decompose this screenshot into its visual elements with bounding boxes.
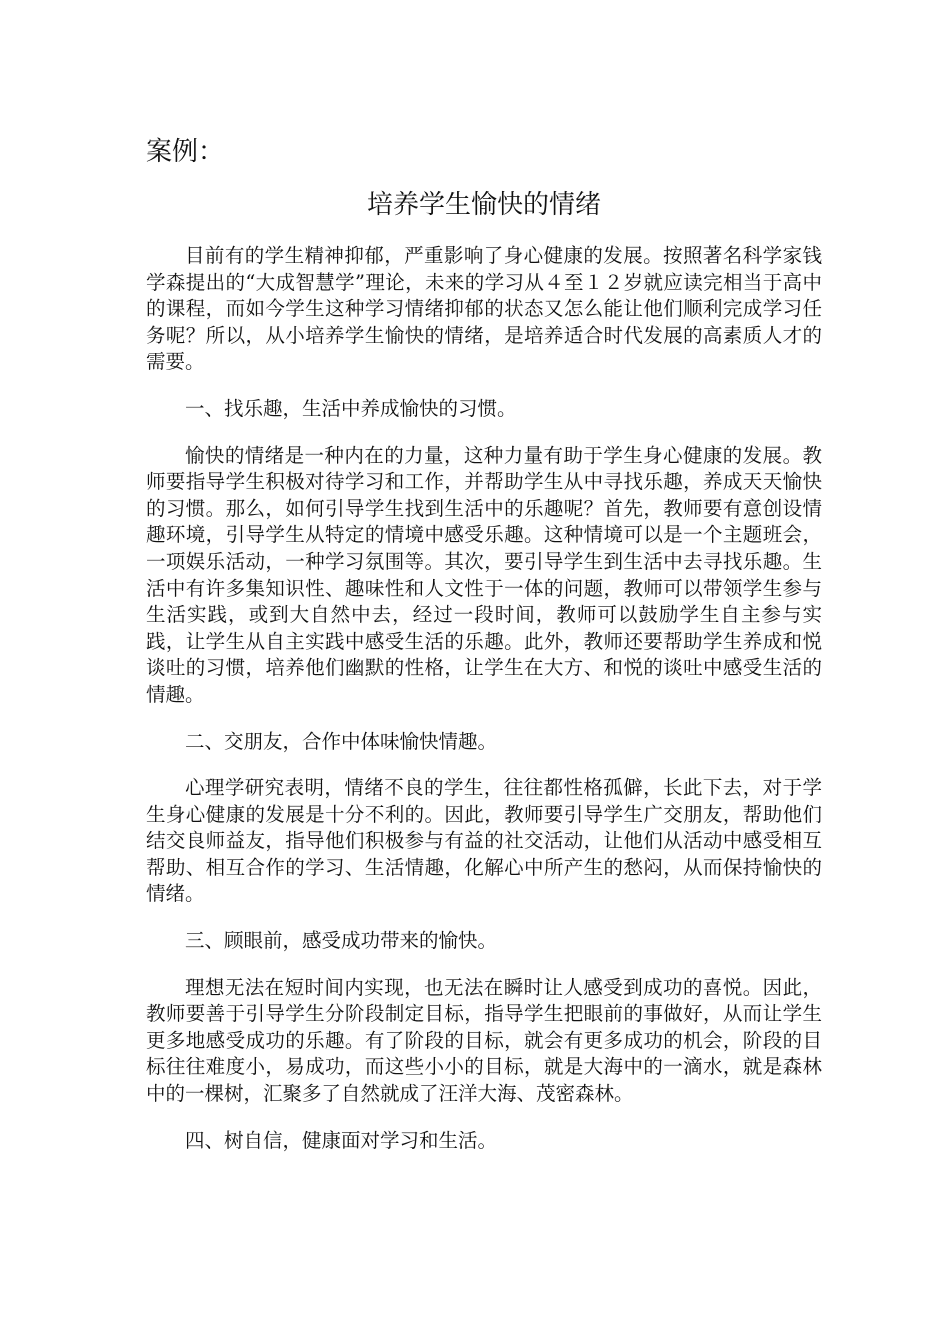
section-2-body: 心理学研究表明，情绪不良的学生，往往都性格孤僻，长此下去，对于学生身心健康的发展是十分不利的。因此，教师要引导学生广交朋友，帮助他们结交良师益友，指导他们积极参与有益的社交活动，让他们从活动中感受相互帮助、相互合作的学习、生活情趣，化解心中所产生的愁闷，从而保持愉快的情绪。: [146, 776, 822, 906]
document-page: [146, 132, 822, 1174]
section-2-heading: 二、交朋友，合作中体味愉快情趣。: [185, 729, 498, 753]
section-3-heading: 三、顾眼前，感受成功带来的愉快。: [185, 929, 498, 953]
intro-paragraph: 目前有的学生精神抑郁，严重影响了身心健康的发展。按照著名科学家钱学森提出的“大成智慧学”理论，未来的学习从４至１２岁就应读完相当于高中的课程，而如今学生这种学习情绪抑郁的状态又怎么能让他们顺利完成学习任务呢？所以，从小培养学生愉快的情绪，是培养适合时代发展的高素质人才的需要。: [146, 244, 822, 374]
section-1-heading: 一、找乐趣，生活中养成愉快的习惯。: [185, 396, 517, 420]
section-4-heading: 四、树自信，健康面对学习和生活。: [185, 1128, 498, 1152]
document-title: 培养学生愉快的情绪: [366, 190, 601, 220]
case-label: 案例：: [146, 137, 225, 167]
section-1-body: 愉快的情绪是一种内在的力量，这种力量有助于学生身心健康的发展。教师要指导学生积极对待学习和工作，并帮助学生从中寻找乐趣，养成天天愉快的习惯。那么，如何引导学生找到生活中的乐趣呢？首先，教师要有意创设情趣环境，引导学生从特定的情境中感受乐趣。这种情境可以是一个主题班会，一项娱乐活动，一种学习氛围等。其次，要引导学生到生活中去寻找乐趣。生活中有许多集知识性、趣味性和人文性于一体的问题，教师可以带领学生参与生活实践，或到大自然中去，经过一段时间，教师可以鼓励学生自主参与实践，让学生从自主实践中感受生活的乐趣。此外，教师还要帮助学生养成和悦谈吐的习惯，培养他们幽默的性格，让学生在大方、和悦的谈吐中感受生活的情趣。: [146, 443, 822, 706]
section-3-body: 理想无法在短时间内实现，也无法在瞬时让人感受到成功的喜悦。因此，教师要善于引导学生分阶段制定目标，指导学生把眼前的事做好，从而让学生更多地感受成功的乐趣。有了阶段的目标，就会有更多成功的机会，阶段的目标往往难度小，易成功，而这些小小的目标，就是大海中的一滴水，就是森林中的一棵树，汇聚多了自然就成了汪洋大海、茂密森林。: [146, 975, 822, 1106]
